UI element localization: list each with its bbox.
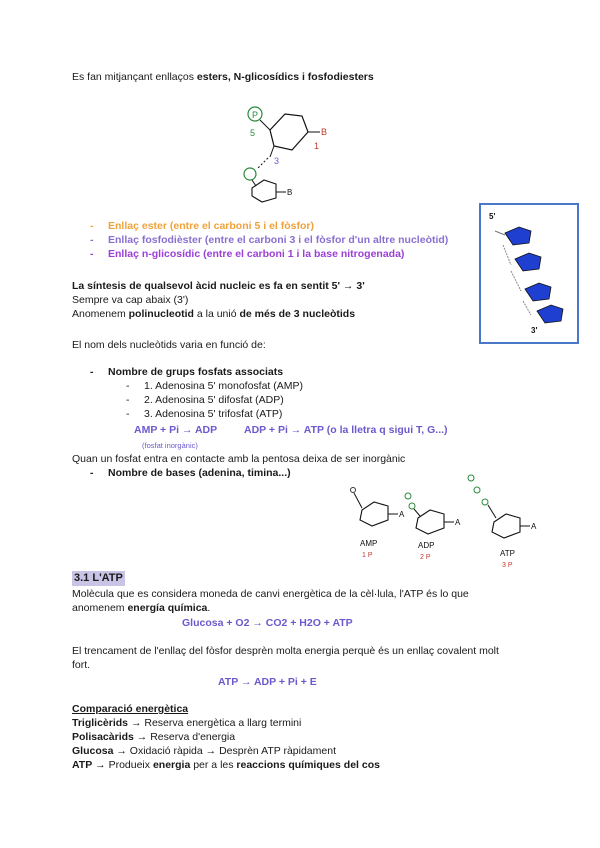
comparison-title: Comparació energètica [72, 703, 189, 715]
phosphate-circle-2 [244, 168, 256, 180]
comparison-row-glucosa: Glucosa → Oxidació ràpida → Desprèn ATP ràpidament [72, 745, 336, 757]
strand-sugar-4 [537, 305, 563, 323]
adp-sub: 2 P [420, 554, 431, 561]
fosfat-note: (fosfat inorgànic) [142, 441, 198, 450]
adp-ring [416, 510, 444, 534]
bond-ester: - Enllaç ester (entre el carboni 5 i el fòsfor) [90, 220, 314, 232]
bond-phosphodiester: - Enllaç fosfodièster (entre el carboni 3 i el fòsfor d'un altre nucleòtid) [90, 234, 449, 246]
down-line: Sempre va cap abaix (3') [72, 294, 189, 306]
strand-sugar-3 [525, 283, 551, 301]
glucose-eq: Glucosa + O2 → CO2 + H2O + ATP [182, 617, 353, 629]
eq-adp-atp: ADP + Pi → ATP (o la lletra q sigui T, G...) [244, 424, 448, 436]
svg-text:A: A [531, 522, 537, 531]
svg-text:A: A [455, 518, 461, 527]
group-item-atp: - 3. Adenosina 5' trifosfat (ATP) [126, 408, 283, 420]
atp-label: ATP [500, 549, 515, 558]
groups-title: - Nombre de grups fosfats associats [90, 366, 284, 378]
amp-adp-atp-diagram [340, 470, 555, 570]
atp-eq: ATP → ADP + Pi + E [218, 676, 317, 688]
carbon-3-label: 3 [274, 156, 280, 166]
section-heading: 3.1 L'ATP [74, 572, 123, 584]
pentose-ring [270, 114, 308, 150]
svg-text:A: A [399, 510, 405, 519]
atp-sub: 3 P [502, 562, 513, 569]
break-2: fort. [72, 659, 91, 671]
atp-desc-2: anomenem energía química. [72, 602, 211, 614]
carbon-1-label: 1 [314, 141, 320, 151]
intro-line [72, 71, 374, 84]
synthesis-line: La síntesis de qualsevol àcid nucleic es fa en sentit 5' → 3' [72, 280, 365, 292]
nucleotide-diagram [230, 102, 340, 210]
poly-line: Anomenem polinucleotid a la unió de més de 3 nucleòtids [72, 308, 356, 320]
carbon-5-label: 5 [250, 128, 256, 138]
bond-glycosidic: - Enllaç n-glicosídic (entre el carboni 1 i la base nitrogenada) [90, 248, 405, 260]
amp-label: AMP [360, 539, 378, 548]
strand-5-label: 5' [489, 212, 496, 221]
break-1: El trencament de l'enllaç del fòsfor desprèn molta energia perquè és un enllaç covalent molt [72, 645, 499, 657]
svg-text:B: B [287, 188, 293, 197]
group-item-amp: - 1. Adenosina 5' monofosfat (AMP) [126, 380, 304, 392]
intro-bold: esters, N-glicosídics i fosfodiesters [196, 71, 374, 83]
adp-label: ADP [418, 541, 435, 550]
bases-title: - Nombre de bases (adenina, timina...) [90, 467, 291, 479]
phosphate-loss: Quan un fosfat entra en contacte amb la pentosa deixa de ser inorgànic [72, 453, 406, 465]
name-varies: El nom dels nucleòtids varia en funció de: [72, 339, 266, 351]
strand-3-label: 3' [531, 326, 538, 335]
strand-sugar-2 [515, 253, 541, 271]
atp-desc-1: Molècula que es considera moneda de canvi energètica de la cèl·lula, l'ATP és lo que [72, 588, 469, 600]
strand-figure [479, 203, 579, 344]
eq-amp-adp: AMP + Pi → ADP [134, 424, 218, 436]
group-item-adp: - 2. Adenosina 5' difosfat (ADP) [126, 394, 284, 406]
pentose-ring-2 [252, 180, 276, 202]
comparison-row-polisacarids: Polisacàrids → Reserva d'energia [72, 731, 236, 743]
comparison-row-atp: ATP → Produeix energia per a les reaccions químiques del cos [72, 759, 380, 771]
comparison-row-trigliceris: Triglicèrids → Reserva energètica a llarg termini [72, 717, 302, 729]
intro-text: Es fan mitjançant enllaços [72, 71, 197, 83]
amp-sub: 1 P [362, 552, 373, 559]
strand-sugar-1 [505, 227, 531, 245]
amp-ring [360, 502, 388, 526]
phosphate-label: P [252, 110, 259, 120]
base-label: B [321, 127, 328, 137]
